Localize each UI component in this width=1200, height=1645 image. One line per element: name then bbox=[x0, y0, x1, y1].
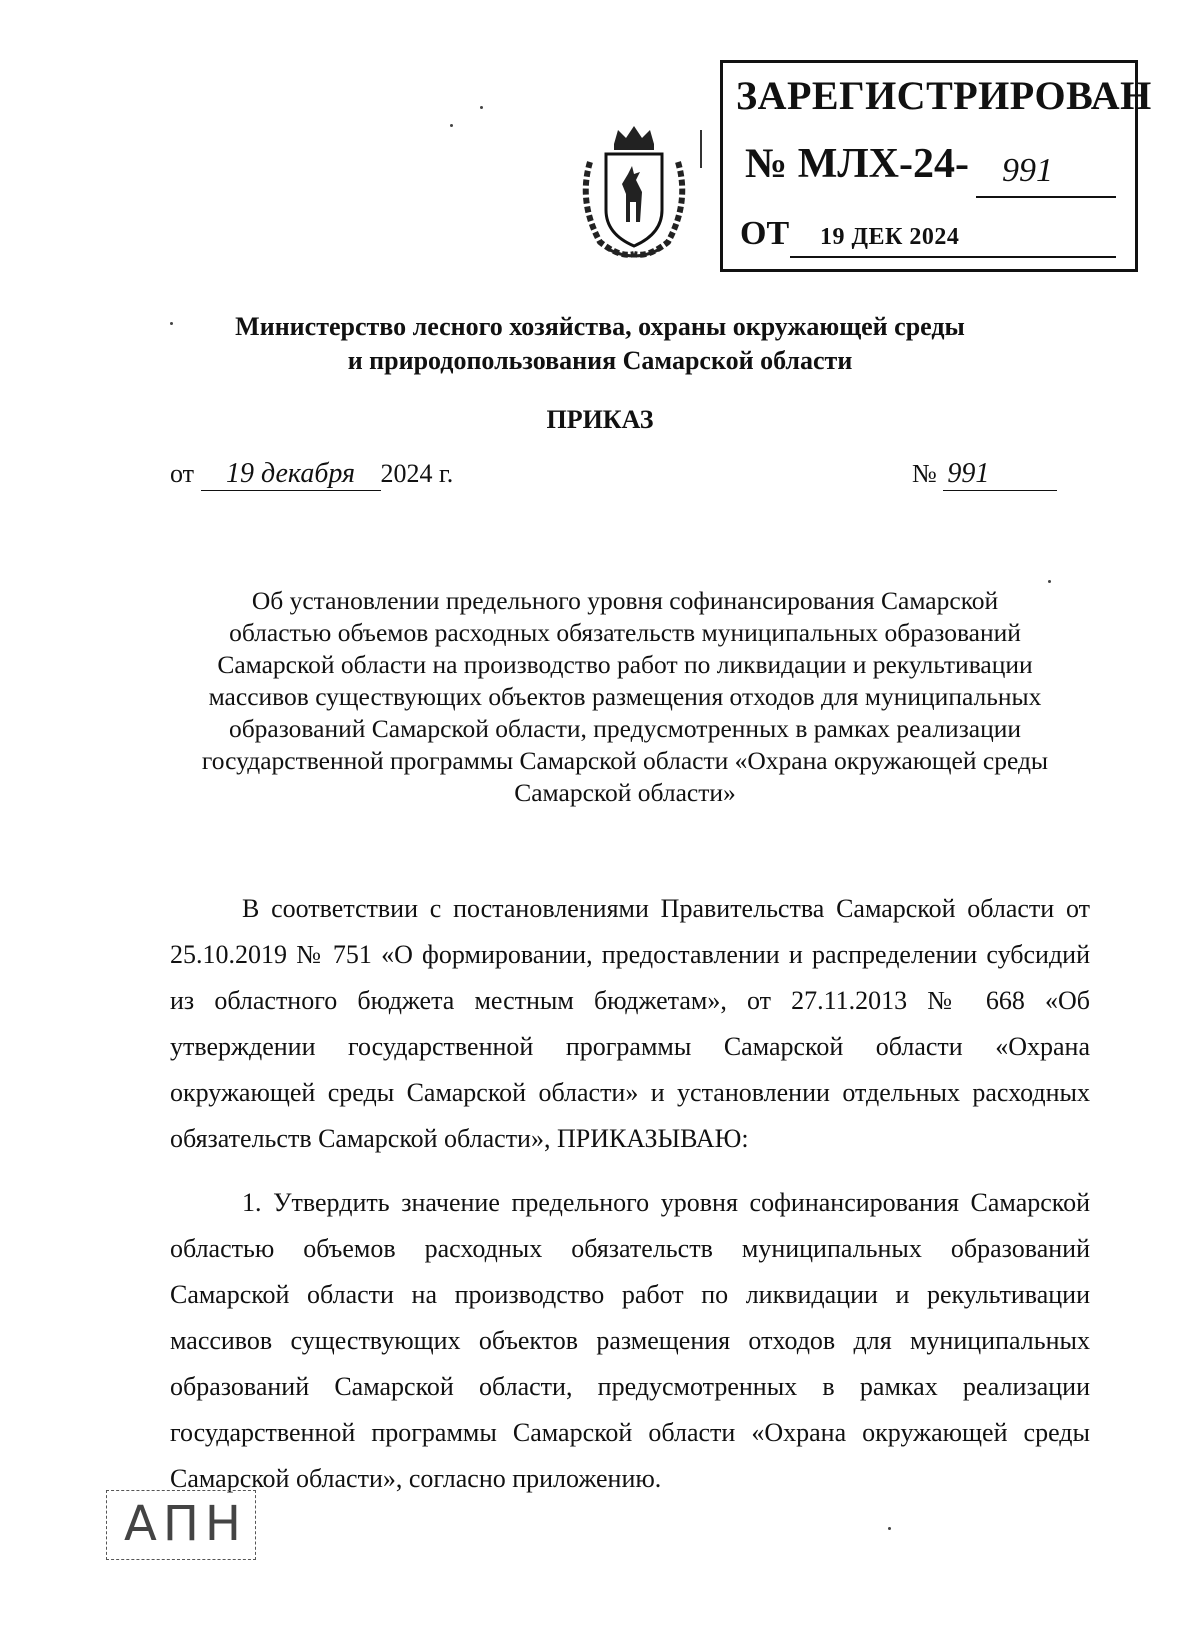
ministry-line-2: и природопользования Самарской области bbox=[347, 346, 853, 375]
scan-speck bbox=[1048, 580, 1051, 583]
subject-line: Самарской области» bbox=[514, 778, 736, 807]
stamp-number-underline bbox=[976, 196, 1116, 198]
scan-speck bbox=[888, 1527, 891, 1530]
stamp-number-handwritten: 991 bbox=[1002, 152, 1053, 189]
divider bbox=[700, 130, 702, 168]
scan-speck bbox=[450, 124, 453, 127]
ministry-line-1: Министерство лесного хозяйства, охраны окружающей среды bbox=[235, 312, 965, 341]
stamp-date-underline bbox=[790, 256, 1116, 258]
body-paragraph-1: В соответствии с постановлениями Правительства Самарской области от 25.10.2019 № 751 «О формировании, предоставлении и распределении субсидий из областного бюджета местным бюджетам», от 27.11.2013 № 668 «Об утверждении государственной программы Самарской области «Охрана окружающей среды Самарской области» и установлении отдельных расходных обязательств Самарской области», ПРИКАЗЫВАЮ: bbox=[170, 894, 1090, 1153]
document-type: ПРИКАЗ bbox=[546, 405, 654, 434]
date-handwritten: 19 декабря bbox=[201, 458, 381, 491]
subject-line: массивов существующих объектов размещения отходов для муниципальных bbox=[208, 682, 1042, 711]
subject-line: областью объемов расходных обязательств муниципальных образований bbox=[229, 618, 1021, 647]
subject-line: Самарской области на производство работ по ликвидации и рекультивации bbox=[217, 650, 1033, 679]
order-subject bbox=[160, 585, 1090, 809]
stamp-title: ЗАРЕГИСТРИРОВАН bbox=[736, 73, 1152, 118]
stamp-date: 19 ДЕК 2024 bbox=[820, 224, 960, 250]
ministry-name bbox=[100, 310, 1100, 378]
stamp-from-label: ОТ bbox=[740, 215, 790, 252]
stamp-number-prefix: № МЛХ-24- bbox=[745, 141, 969, 187]
order-date bbox=[170, 458, 453, 491]
number-prefix: № bbox=[912, 459, 937, 488]
apn-stamp-text: АПН bbox=[124, 1496, 248, 1552]
subject-line: образований Самарской области, предусмотренных в рамках реализации bbox=[228, 714, 1022, 743]
subject-line: государственной программы Самарской области «Охрана окружающей среды bbox=[201, 746, 1049, 775]
coat-of-arms-icon bbox=[570, 122, 698, 262]
date-suffix: 2024 г. bbox=[380, 459, 454, 488]
subject-line: Об установлении предельного уровня софинансирования Самарской bbox=[251, 586, 999, 615]
body-paragraph-2: 1. Утвердить значение предельного уровня софинансирования Самарской областью объемов расходных обязательств муниципальных образований Самарской области на производство работ по ликвидации и рекультивации массивов существующих объектов размещения отходов для муниципальных образований Самарской области, предусмотренных в рамках реализации государственной программы Самарской области «Охрана окружающей среды Самарской области», согласно приложению. bbox=[170, 1188, 1090, 1493]
order-number bbox=[912, 458, 1057, 491]
scan-speck bbox=[480, 106, 483, 109]
number-handwritten: 991 bbox=[943, 458, 1057, 491]
date-prefix: от bbox=[170, 459, 195, 488]
